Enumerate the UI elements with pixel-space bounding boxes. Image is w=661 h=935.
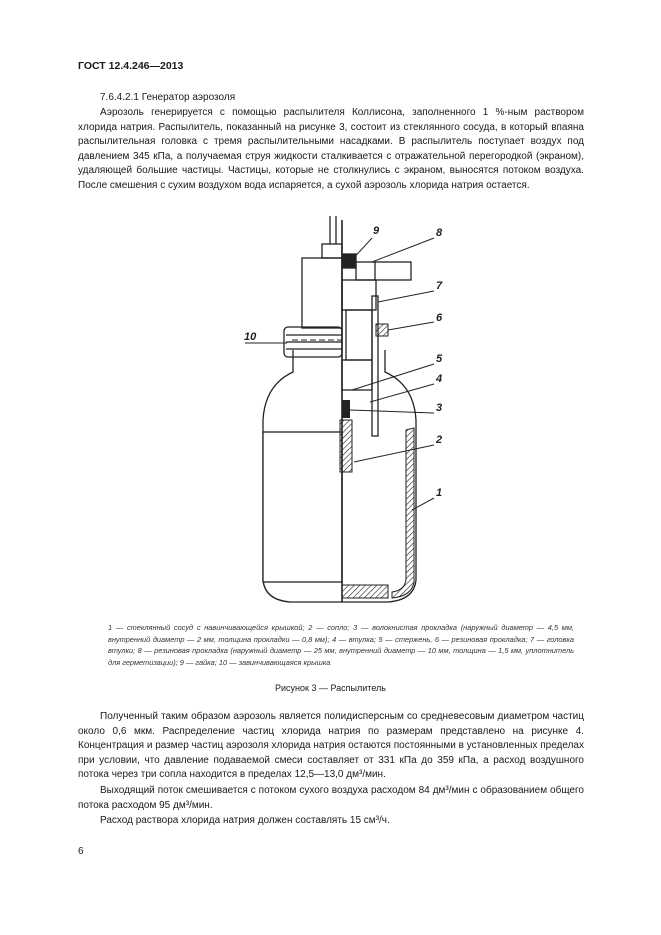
page-number: 6 [78,846,84,857]
label-1: 1 [436,487,443,499]
label-10: 10 [244,331,257,343]
figure-caption: 1 — стеклянный сосуд с навинчивающейся крышкой; 2 — сопло; 3 — волокнистая прокладка (наружный диаметр — 4,5 мм, внутренний диаметр — 2 мм, толщина прокладки — 0,8 мм); 4 — втулка; 5 — стержень, 6 — резиновая прокладка; 7 — головка втулки; 8 — резиновая прокладка (наружный диаметр — 25 мм, внутренний диаметр — 10 мм, толщина — 1,5 мм, уплотнитель для герметизации); 9 — гайка; 10 — завинчивающаяся крышка [108,623,574,667]
section-heading: 7.6.4.2.1 Генератор аэрозоля [100,92,236,103]
glass-vessel [263,220,416,602]
label-9: 9 [373,225,380,237]
label-8: 8 [436,227,443,239]
paragraph-aerosol: Полученный таким образом аэрозоль является полидисперсным со средневесовым диаметром частиц около 0,6 мкм. Распределение частиц хлорида натрия по размерам представлено на рисунке 4. Концентрация и размер частиц аэрозоля хлорида натрия остаются постоянными в установленных пределах при условии, что давление подаваемой смеси составляет от 331 кПа до 359 кПа, а расход воздушного потока через три сопла находится в пределах 12,5—13,0 дм³/мин. [78,711,584,781]
paragraph-solution: Расход раствора хлорида натрия должен составлять 15 см³/ч. [100,815,390,826]
document-header: ГОСТ 12.4.246—2013 [78,60,184,72]
atomizer-figure [230,212,460,612]
label-2: 2 [436,434,443,446]
label-6: 6 [436,312,443,324]
label-7: 7 [436,280,443,292]
label-3: 3 [436,402,443,414]
label-4: 4 [436,373,443,385]
paragraph-flow: Выходящий поток смешивается с потоком сухого воздуха расходом 84 дм³/мин с образованием общего потока расходом 95 дм³/мин. [78,785,584,811]
label-5: 5 [436,353,443,365]
figure-title: Рисунок 3 — Распылитель [275,683,386,693]
paragraph-intro: Аэрозоль генерируется с помощью распылителя Коллисона, заполненного 1 %-ным раствором хлорида натрия. Распылитель, показанный на рисунке 3, состоит из стеклянного сосуда, в который впаяна распылительная головка с тремя распылительными насадками. В распылитель поступает воздух под давлением 345 кПа, а получаемая струя жидкости сталкивается с отражательной перегородкой (экраном), удаляющей большие частицы. Частицы, которые не столкнулись с экраном, выносятся потоком воздуха. После смешения с сухим воздухом вода испаряется, а сухой аэрозоль хлорида натрия остается. [78,107,584,191]
